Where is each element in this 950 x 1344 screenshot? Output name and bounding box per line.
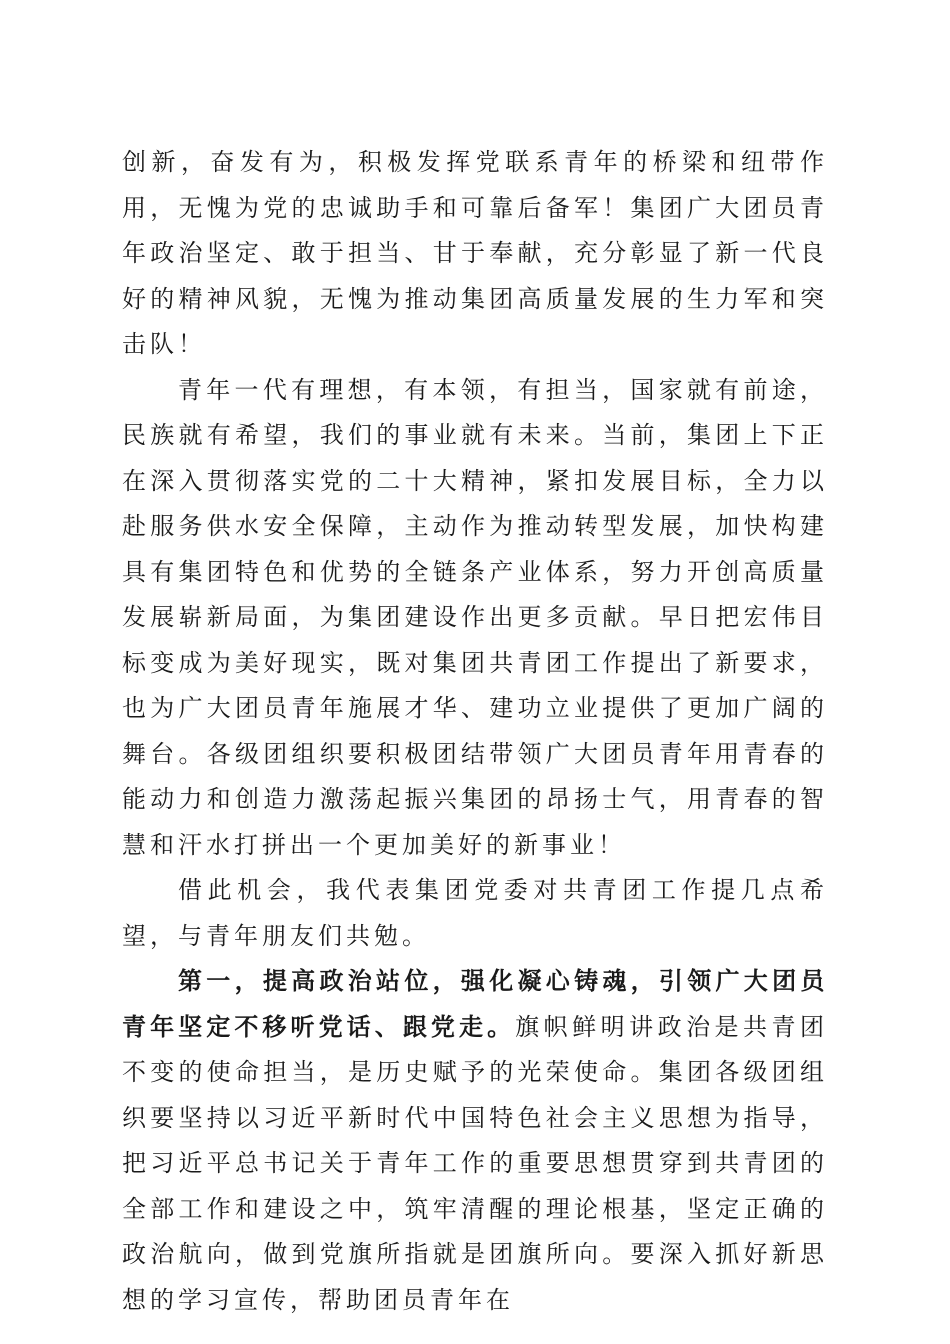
paragraph-3 [122,868,828,959]
paragraph-4-text: 旗帜鲜明讲政治是共青团不变的使命担当，是历史赋予的光荣使命。集团各级团组织要坚持以习近平新时代中国特色社会主义思想为指导，把习近平总书记关于青年工作的重要思想贯穿到共青团的全部工作和建设之中，筑牢清醒的理论根基，坚定正确的政治航向，做到党旗所指就是团旗所向。要深入抓好新思想的学习宣传，帮助团员青年在 [122,1012,829,1314]
document-body [122,140,828,1323]
paragraph-2 [122,368,828,869]
paragraph-4 [122,959,828,1323]
paragraph-3-text: 借此机会，我代表集团党委对共青团工作提几点希望，与青年朋友们共勉。 [122,876,828,950]
paragraph-1 [122,140,828,368]
paragraph-2-text: 青年一代有理想，有本领，有担当，国家就有前途，民族就有希望，我们的事业就有未来。当前，集团上下正在深入贯彻落实党的二十大精神，紧扣发展目标，全力以赴服务供水安全保障，主动作为推动转型发展，加快构建具有集团特色和优势的全链条产业体系，努力开创高质量发展崭新局面，为集团建设作出更多贡献。早日把宏伟目标变成为美好现实，既对集团共青团工作提出了新要求，也为广大团员青年施展才华、建功立业提供了更加广阔的舞台。各级团组织要积极团结带领广大团员青年用青春的能动力和创造力激荡起振兴集团的昂扬士气，用青春的智慧和汗水打拼出一个更加美好的新事业！ [122,375,828,859]
paragraph-4-lead: 第一，提高政治站位，强化凝心铸魂，引领广大团员青年坚定不移听党话、跟党走。 [122,967,828,1041]
paragraph-1-text: 创新，奋发有为，积极发挥党联系青年的桥梁和纽带作用，无愧为党的忠诚助手和可靠后备军！集团广大团员青年政治坚定、敢于担当、甘于奉献，充分彰显了新一代良好的精神风貌，无愧为推动集团高质量发展的生力军和突击队！ [122,148,828,358]
